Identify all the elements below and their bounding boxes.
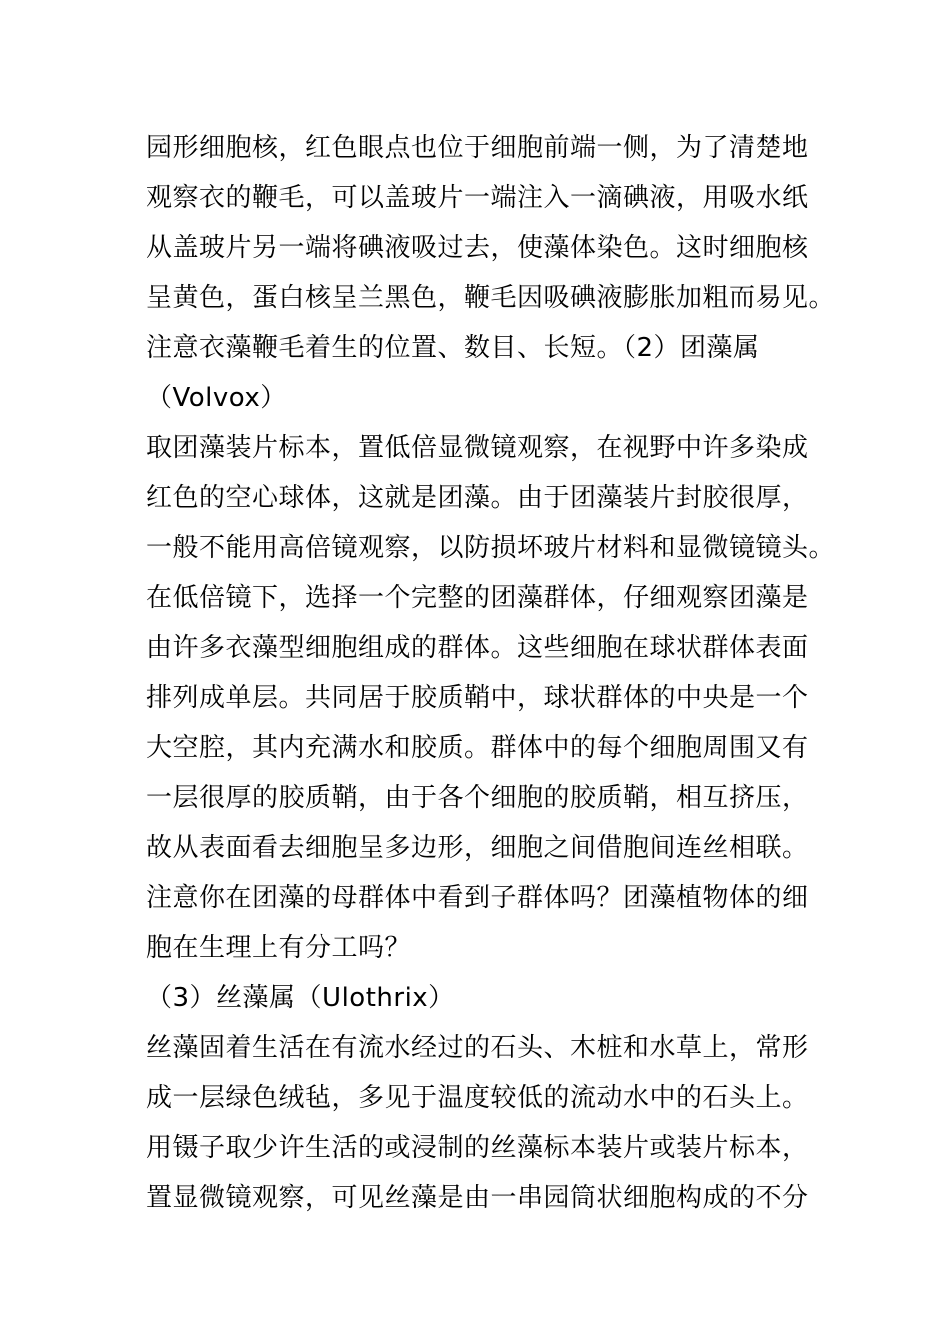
text-line: 成一层绿色绒毡，多见于温度较低的流动水中的石头上。 (146, 1083, 809, 1113)
text-line: 用镊子取少许生活的或浸制的丝藻标本装片或装片标本， (146, 1133, 809, 1163)
text-line: 置显微镜观察，可见丝藻是由一串园筒状细胞构成的不分 (146, 1183, 809, 1213)
text-line: 胞在生理上有分工吗？ (146, 933, 412, 963)
text-line: 红色的空心球体，这就是团藻。由于团藻装片封胶很厚， (146, 483, 809, 513)
section-heading: （3）丝藻属（Ulothrix） (146, 983, 455, 1013)
text-line: 在低倍镜下，选择一个完整的团藻群体，仔细观察团藻是 (146, 583, 809, 613)
text-line: 一层很厚的胶质鞘，由于各个细胞的胶质鞘，相互挤压， (146, 783, 809, 813)
text-line: 园形细胞核，红色眼点也位于细胞前端一侧，为了清楚地 (146, 133, 809, 163)
text-line: 由许多衣藻型细胞组成的群体。这些细胞在球状群体表面 (146, 633, 809, 663)
text-line: 从盖玻片另一端将碘液吸过去，使藻体染色。这时细胞核 (146, 233, 809, 263)
text-line: 呈黄色，蛋白核呈兰黑色，鞭毛因吸碘液膨胀加粗而易见。 (146, 283, 836, 313)
text-line: 观察衣的鞭毛，可以盖玻片一端注入一滴碘液，用吸水纸 (146, 183, 809, 213)
text-line: 一般不能用高倍镜观察，以防损坏玻片材料和显微镜镜头。 (146, 533, 836, 563)
text-line: 取团藻装片标本，置低倍显微镜观察，在视野中许多染成 (146, 433, 809, 463)
text-line: 故从表面看去细胞呈多边形，细胞之间借胞间连丝相联。 (146, 833, 809, 863)
text-line: （Volvox） (146, 383, 287, 413)
text-line: 注意衣藻鞭毛着生的位置、数目、长短。（2）团藻属 (146, 333, 760, 363)
text-line: 大空腔，其内充满水和胶质。群体中的每个细胞周围又有 (146, 733, 809, 763)
text-line: 注意你在团藻的母群体中看到子群体吗？团藻植物体的细 (146, 883, 809, 913)
text-line: 丝藻固着生活在有流水经过的石头、木桩和水草上，常形 (146, 1033, 809, 1063)
text-line: 排列成单层。共同居于胶质鞘中，球状群体的中央是一个 (146, 683, 809, 713)
